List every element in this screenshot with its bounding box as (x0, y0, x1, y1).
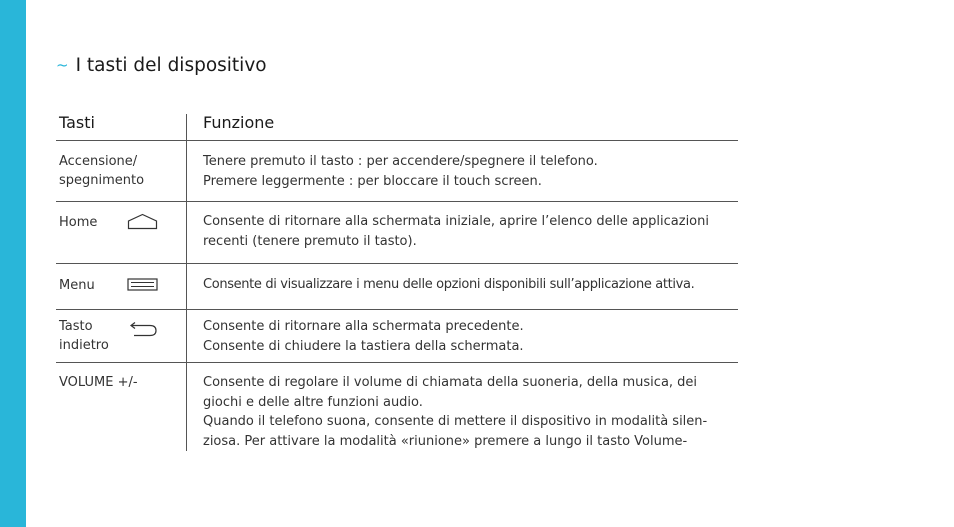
title-marker: ~ (56, 56, 69, 74)
function-line: Quando il telefono suona, consente di mettere il dispositivo in modalità silen- (203, 414, 708, 429)
row-volume-function (203, 373, 748, 451)
function-line: giochi e delle altre funzioni audio. (203, 394, 423, 410)
header-function: Funzione (203, 113, 275, 132)
key-label-line: indietro (59, 338, 109, 353)
function-line: Consente di ritornare alla schermata iniziale, aprire l’elenco delle applicazioni (203, 214, 709, 229)
key-label-line: Home (59, 215, 98, 230)
row-menu-key (59, 276, 95, 295)
function-line: recenti (tenere premuto il tasto). (203, 233, 417, 249)
home-icon (127, 213, 158, 230)
function-line: Consente di visualizzare i menu delle opzioni disponibili sull’applicazione attiva. (203, 277, 695, 292)
row-home-key (59, 213, 97, 232)
function-line: Consente di regolare il volume di chiamata della suoneria, della musica, dei (203, 375, 698, 390)
header-divider (56, 140, 738, 141)
page-title (56, 55, 267, 76)
key-label-line: Accensione/ (59, 154, 138, 169)
function-line: Consente di chiudere la tastiera della schermata. (203, 338, 524, 354)
row-power-function (203, 152, 748, 191)
row-divider (56, 201, 738, 202)
function-line: Consente di ritornare alla schermata precedente. (203, 319, 524, 334)
title-text: I tasti del dispositivo (75, 55, 267, 76)
row-divider (56, 362, 738, 363)
key-label-line: spegnimento (59, 173, 145, 188)
menu-icon (127, 278, 158, 291)
column-divider (186, 114, 187, 451)
key-label-line: Menu (59, 278, 95, 293)
row-back-function (203, 317, 748, 356)
row-divider (56, 309, 738, 310)
function-line: Premere leggermente : per bloccare il touch screen. (203, 173, 542, 189)
key-label-line: VOLUME +/- (59, 375, 138, 390)
function-line: Tenere premuto il tasto : per accendere/spegnere il telefono. (203, 154, 598, 169)
back-icon (127, 321, 158, 337)
row-volume-key (59, 373, 138, 392)
row-home-function (203, 212, 748, 251)
function-line: ziosa. Per attivare la modalità «riunione» premere a lungo il tasto Volume- (203, 433, 688, 449)
row-menu-function (203, 275, 748, 295)
key-label-line: Tasto (59, 319, 93, 334)
row-divider (56, 263, 738, 264)
row-power-key (59, 152, 144, 190)
header-keys: Tasti (59, 113, 95, 132)
row-back-key (59, 317, 109, 355)
side-accent-bar (0, 0, 26, 527)
